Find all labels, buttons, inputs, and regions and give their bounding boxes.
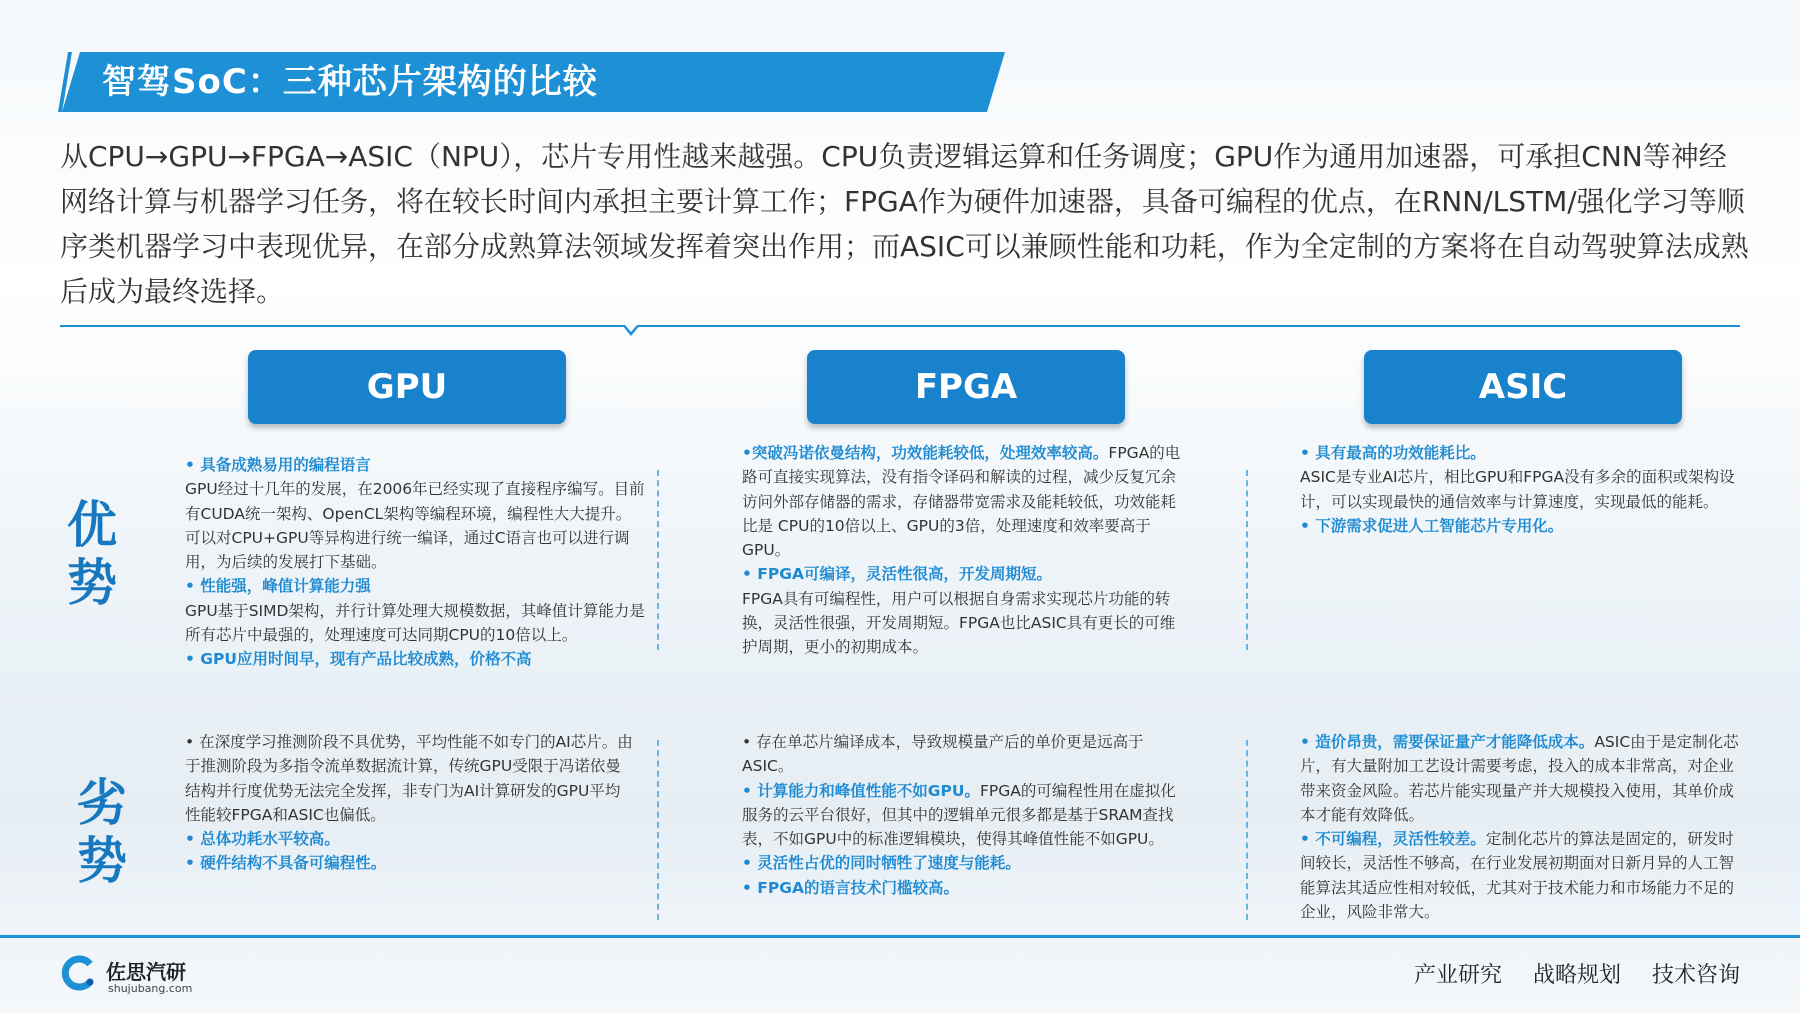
gpu-advantages <box>185 453 645 672</box>
divider-notch-inner <box>625 325 637 332</box>
intro-paragraph: 从CPU→GPU→FPGA→ASIC（NPU），芯片专用性越来越强。CPU负责逻辑运算和任务调度；GPU作为通用加速器，可承担CNN等神经网络计算与机器学习任务，将在较长时间内承担主要计算工作；FPGA作为硬件加速器，具备可编程的优点，在RNN/LSTM/强化学习等顺序类机器学习中表现优异，在部分成熟算法领域发挥着突出作用；而ASIC可以兼顾性能和功耗，作为全定制的方案将在自动驾驶算法成熟后成为最终选择。 <box>60 140 1749 308</box>
separator-line <box>657 740 659 920</box>
gpu-disadvantages <box>185 730 635 876</box>
fpga-disadvantages <box>742 730 1187 900</box>
fpga-dis-heading-3: • FPGA的语言技术门槛较高。 <box>742 878 959 897</box>
gpu-adv-text-2: GPU基于SIMD架构，并行计算处理大规模数据，其峰值计算能力是所有芯片中最强的，处理速度可达同期CPU的10倍以上。 <box>185 601 645 645</box>
section-divider <box>60 325 1740 327</box>
column-header-asic: ASIC <box>1364 350 1682 424</box>
column-header-fpga: FPGA <box>807 350 1125 424</box>
gpu-adv-heading-2: • 性能强，峰值计算能力强 <box>185 577 371 596</box>
fpga-adv-heading-2: • FPGA可编译，灵活性很高，开发周期短。 <box>742 565 1052 584</box>
fpga-adv-text-2: FPGA具有可编程性，用户可以根据自身需求实现芯片功能的转换，灵活性很强，开发周期短。FPGA也比ASIC具有更长的可维护周期，更小的初期成本。 <box>742 589 1176 657</box>
asic-adv-text-1: ASIC是专业AI芯片，相比GPU和FPGA没有多余的面积或架构设计，可以实现最快的通信效率与计算速度，实现最低的能耗。 <box>1300 468 1735 511</box>
fpga-dis-heading-1: • 计算能力和峰值性能不如GPU。 <box>742 781 980 800</box>
brand-logo-icon <box>60 955 96 991</box>
asic-adv-heading-1: • 具有最高的功效能耗比。 <box>1300 444 1486 462</box>
separator-line <box>1246 740 1248 920</box>
separator-line <box>657 470 659 650</box>
fpga-dis-text-2: FPGA的可编程性用在虚拟化服务的云平台很好，但其中的逻辑单元很多都是基于SRAM查找表，不如GPU中的标准逻辑模块，使得其峰值性能不如GPU。 <box>742 781 1176 849</box>
fpga-advantages <box>742 441 1187 660</box>
asic-dis-text-2: 定制化芯片的算法是固定的，研发时间较长，灵活性不够高，在行业发展初期面对日新月异的人工智能算法其适应性相对较低，尤其对于技术能力和市场能力不足的企业，风险非常大。 <box>1300 830 1735 922</box>
brand-name: 佐思汽研 <box>106 960 186 984</box>
separator-line <box>1246 470 1248 650</box>
gpu-dis-heading-1: • 总体功耗水平较高。 <box>185 830 340 849</box>
fpga-adv-text-1: FPGA的电路可直接实现算法，没有指令译码和解读的过程，减少反复冗余访问外部存储器的需求，存储器带宽需求及能耗较低，功效能耗比是 CPU的10倍以上、GPU的3倍，处理速度和效率要高于GPU。 <box>742 444 1181 560</box>
column-header-gpu: GPU <box>248 350 566 424</box>
footer-link-strategy-planning[interactable]: 战略规划 <box>1532 963 1621 988</box>
gpu-dis-heading-2: • 硬件结构不具备可编程性。 <box>185 854 387 873</box>
fpga-dis-heading-2: • 灵活性占优的同时牺牲了速度与能耗。 <box>742 854 1021 873</box>
footer-line <box>0 935 1800 938</box>
fpga-adv-heading-1: •突破冯诺依曼结构，功效能耗较低，处理效率较高。 <box>742 444 1109 462</box>
asic-adv-heading-2: • 下游需求促进人工智能芯片专用化。 <box>1300 516 1564 535</box>
gpu-adv-heading-3: • GPU应用时间早，现有产品比较成熟，价格不高 <box>185 650 532 669</box>
asic-dis-heading-2: • 不可编程，灵活性较差。 <box>1300 830 1486 849</box>
asic-disadvantages <box>1300 730 1745 924</box>
gpu-adv-heading-1: • 具备成熟易用的编程语言 <box>185 456 371 474</box>
footer-link-industry-research[interactable]: 产业研究 <box>1413 963 1502 988</box>
asic-dis-text-1: ASIC由于是定制化芯片，有大量附加工艺设计需要考虑，投入的成本非常高，对企业带来资金风险。若芯片能实现量产并大规模投入使用，其单价成本才能有效降低。 <box>1300 733 1739 824</box>
footer-links <box>1390 958 1740 989</box>
brand-site: shujubang.com <box>108 982 193 995</box>
row-label-advantages: 优势 <box>67 496 117 612</box>
gpu-adv-text-1: GPU经过十几年的发展，在2006年已经实现了直接程序编写。目前有CUDA统一架构、OpenCL架构等编程环境，编程性大大提升。可以对CPU+GPU等异构进行统一编译，通过C语言也可以进行调用，为后续的发展打下基础。 <box>185 480 645 572</box>
fpga-dis-text-1: • 存在单芯片编译成本，导致规模量产后的单价更是远高于ASIC。 <box>742 733 1144 776</box>
page-title: 智驾SoC：三种芯片架构的比较 <box>102 62 598 102</box>
asic-advantages <box>1300 441 1745 538</box>
row-label-disadvantages: 劣势 <box>77 774 127 890</box>
footer-link-tech-consulting[interactable]: 技术咨询 <box>1651 963 1740 988</box>
asic-dis-heading-1: • 造价昂贵，需要保证量产才能降低成本。 <box>1300 733 1595 751</box>
gpu-dis-text-1: • 在深度学习推测阶段不具优势，平均性能不如专门的AI芯片。由于推测阶段为多指令流单数据流计算，传统GPU受限于冯诺依曼结构并行度优势无法完全发挥，非专门为AI计算研发的GPU平均性能较FPGA和ASIC也偏低。 <box>185 733 633 824</box>
